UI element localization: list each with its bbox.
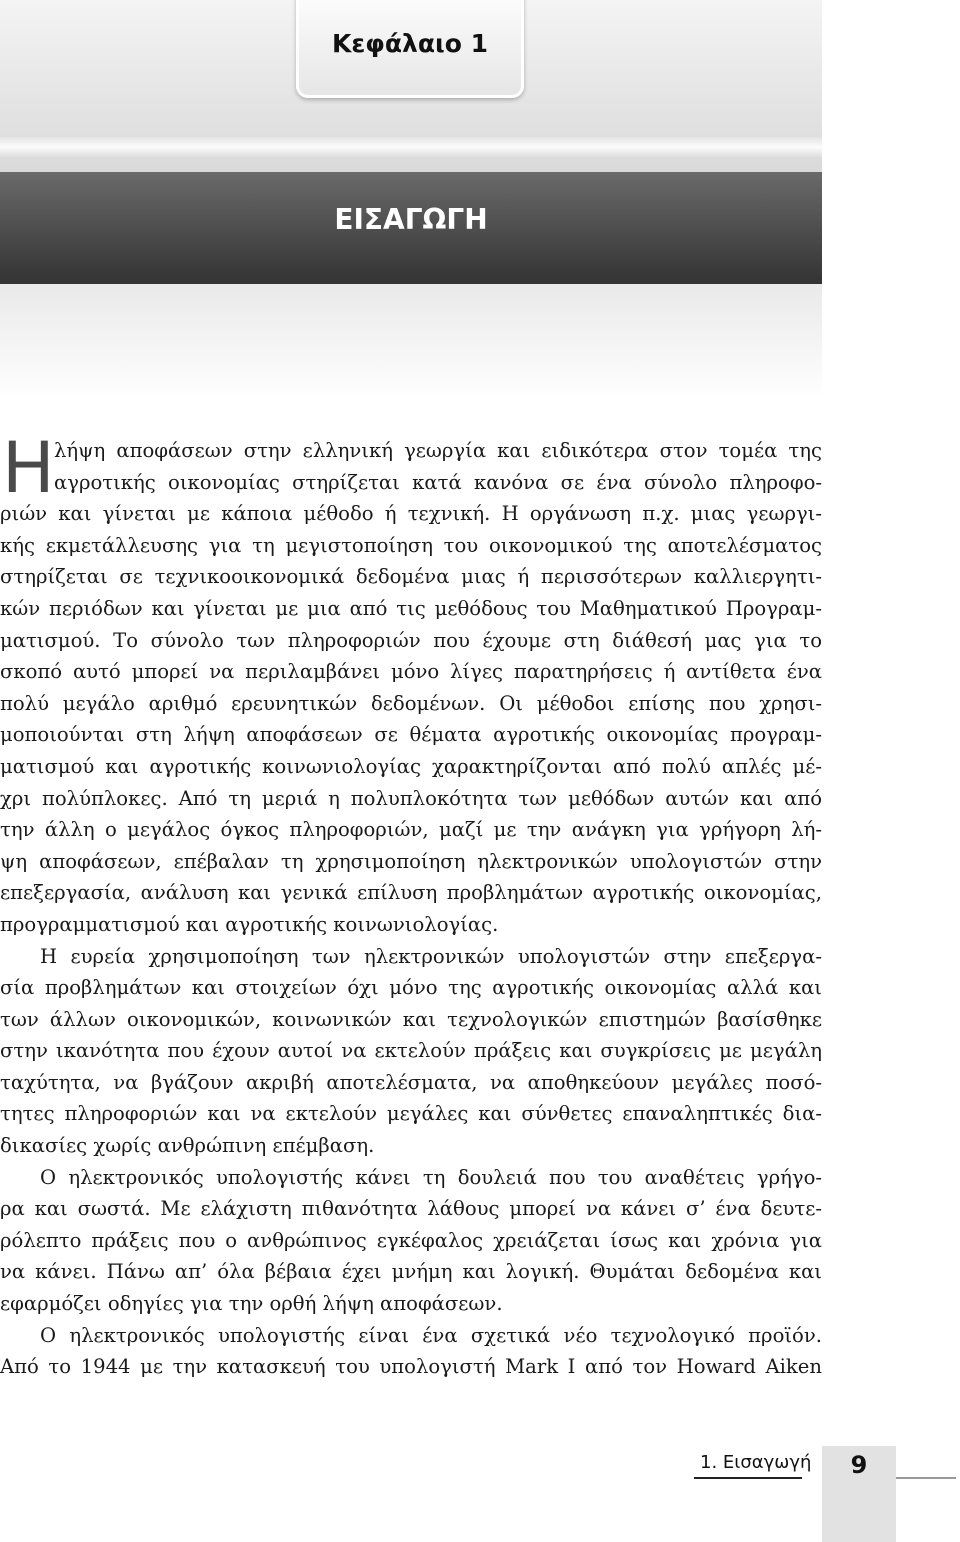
text-line: προγραμματισμού και αγροτικής κοινωνιολογίας. (0, 912, 499, 936)
text-line: Ο ηλεκτρονικός υπολογιστής κάνει τη δουλειά που του αναθέτεις γρήγο- (40, 1165, 822, 1189)
text-line: ριών και γίνεται με κάποια μέθοδο ή τεχνική. Η οργάνωση π.χ. μιας γεωργι- (0, 502, 822, 526)
text-line: κής εκμετάλλευσης για τη μεγιστοποίηση του οικονομικού της αποτελέσματος (0, 533, 822, 557)
footer-rule (896, 1477, 956, 1479)
footer-rule (694, 1477, 802, 1479)
header-divider (0, 137, 822, 157)
section-title: ΕΙΣΑΓΩΓΗ (334, 203, 488, 236)
text-line: Ο ηλεκτρονικός υπολογιστής είναι ένα σχετικά νέο τεχνολογικό προϊόν. (40, 1323, 822, 1347)
text-line: χρι πολύπλοκες. Από τη μεριά η πολυπλοκότητα των μεθόδων αυτών και από (0, 786, 822, 810)
text-line: να κάνει. Πάνω απ’ όλα βέβαια έχει μνήμη και λογική. Θυμάται δεδομένα και (0, 1260, 822, 1284)
text-line: λήψη αποφάσεων στην ελληνική γεωργία και ειδικότερα στον τομέα της (54, 439, 822, 462)
text-line: την άλλη ο μεγάλος όγκος πληροφοριών, μαζί με την ανάγκη για γρήγορη λή- (0, 818, 822, 842)
page-number: 9 (850, 1451, 868, 1479)
text-line: ματισμού και αγροτικής κοινωνιολογίας χαρακτηρίζονται από πολύ απλές μέ- (0, 754, 822, 778)
text-line: μοποιούνται στη λήψη αποφάσεων σε θέματα αγροτικής οικονομίας προγραμ- (0, 723, 822, 747)
text-line: στην ικανότητα που έχουν αυτοί να εκτελούν πράξεις και συγκρίσεις με μεγάλη (0, 1039, 822, 1063)
text-line: κών περιόδων και γίνεται με μια από τις μεθόδους του Μαθηματικού Προγραμ- (0, 596, 822, 620)
text-line: πολύ μεγάλο αριθμό ερευνητικών δεδομένων. Οι μέθοδοι επίσης που χρησι- (0, 691, 822, 715)
drop-cap: Η (2, 427, 55, 509)
text-line: Η ευρεία χρησιμοποίηση των ηλεκτρονικών υπολογιστών στην επεξεργα- (40, 944, 822, 968)
text-line: ρα και σωστά. Με ελάχιστη πιθανότητα λάθους μπορεί να κάνει σ’ ένα δευτε- (0, 1197, 822, 1221)
chapter-label: Κεφάλαιο 1 (331, 29, 489, 58)
text-line: ψη αποφάσεων, επέβαλαν τη χρησιμοποίηση ηλεκτρονικών υπολογιστών στην (0, 849, 822, 873)
text-line: τητες πληροφοριών και να εκτελούν μεγάλες και σύνθετες επαναληπτικές δια- (0, 1102, 822, 1126)
page-number-box (822, 1446, 896, 1542)
text-line: στηρίζεται σε τεχνικοοικονομικά δεδομένα μιας ή περισσότερων καλλιεργητι- (0, 565, 822, 589)
text-line: εφαρμόζει οδηγίες για την ορθή λήψη αποφάσεων. (0, 1292, 503, 1316)
text-line: Από το 1944 με την κατασκευή του υπολογιστή Mark I από τον Howard Aiken (0, 1355, 822, 1379)
body-text (0, 427, 822, 1383)
text-line: αγροτικής οικονομίας στηρίζεται κατά κανόνα σε ένα σύνολο πληροφο- (54, 470, 822, 494)
text-line: σία προβλημάτων και στοιχείων όχι μόνο της αγροτικής οικονομίας αλλά και (0, 976, 822, 1000)
footer-section-label: 1. Εισαγωγή (700, 1452, 812, 1473)
text-line: δικασίες χωρίς ανθρώπινη επέμβαση. (0, 1134, 375, 1158)
text-line: επεξεργασία, ανάλυση και γενικά επίλυση προβλημάτων αγροτικής οικονομίας, (0, 881, 822, 905)
section-title-bar (0, 172, 822, 284)
text-line: των άλλων οικονομικών, κοινωνικών και τεχνολογικών επιστημών βασίσθηκε (0, 1007, 822, 1031)
text-line: ρόλεπτο πράξεις που ο ανθρώπινος εγκέφαλος χρειάζεται ίσως και χρόνια για (0, 1228, 822, 1252)
text-line: ταχύτητα, να βγάζουν ακριβή αποτελέσματα, να αποθηκεύουν μεγάλες ποσό- (0, 1070, 822, 1094)
text-line: σκοπό αυτό μπορεί να περιλαμβάνει μόνο λίγες παρατηρήσεις ή αντίθετα ένα (0, 660, 822, 684)
text-line: ματισμού. Το σύνολο των πληροφοριών που έχουμε στη διάθεσή μας για το (0, 628, 822, 652)
chapter-tab (296, 0, 524, 98)
